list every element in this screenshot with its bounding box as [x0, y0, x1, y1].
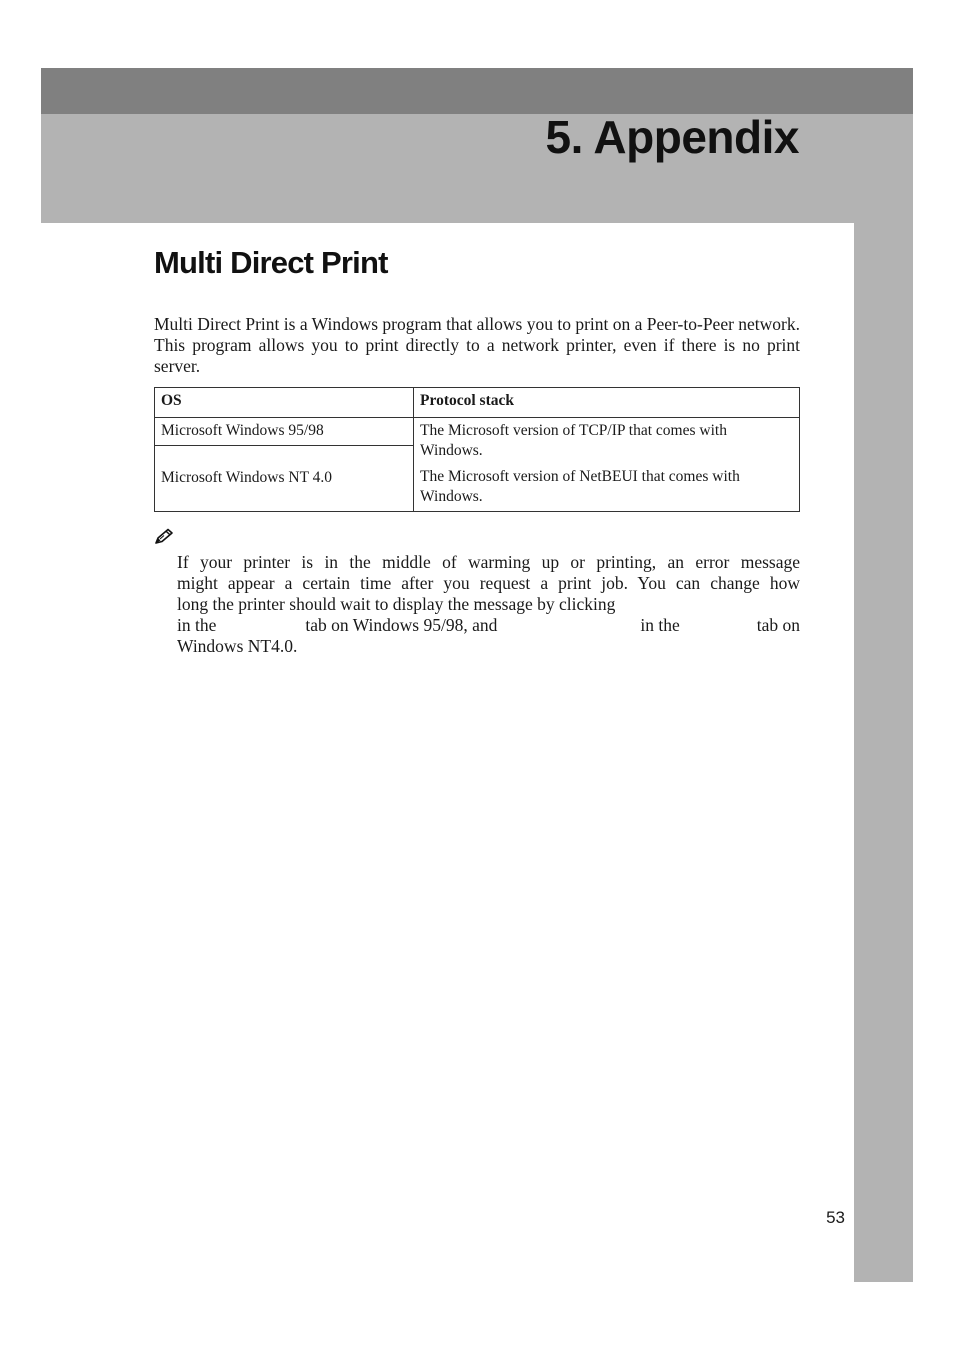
note-fragment: tab on [756, 615, 801, 635]
table-row [155, 418, 800, 446]
note-line-composite [177, 615, 800, 636]
os-cell: Microsoft Windows NT 4.0 [155, 446, 414, 512]
protocol-text: The Microsoft version of NetBEUI that comes with Windows. [420, 468, 740, 505]
note-fragment: in the [640, 615, 680, 635]
header-os: OS [155, 388, 414, 418]
note-line: Windows NT4.0. [177, 636, 298, 656]
note-fragment: in the [177, 615, 217, 635]
note-line: long the printer should wait to display the message by clicking [177, 594, 616, 614]
page-number: 53 [826, 1208, 845, 1227]
intro-paragraph: Multi Direct Print is a Windows program that allows you to print on a Peer-to-Peer network. This program allows you to print directly to a network printer, even if there is no print server. [154, 314, 801, 376]
os-cell: Microsoft Windows 95/98 [155, 418, 414, 446]
header-band-dark [41, 68, 913, 114]
note-line: might appear a certain time after you request a print job. You can change how [177, 573, 800, 593]
note-body [177, 552, 800, 657]
note-line: If your printer is in the middle of warming up or printing, an error message [177, 552, 800, 572]
os-protocol-table [154, 387, 800, 512]
protocol-text: The Microsoft version of TCP/IP that comes with Windows. [420, 422, 727, 459]
side-bar [854, 223, 913, 1282]
section-title: Multi Direct Print [154, 245, 388, 280]
pencil-icon [154, 528, 174, 545]
header-protocol: Protocol stack [414, 388, 800, 418]
table-header-row [155, 388, 800, 418]
protocol-cell [414, 418, 800, 512]
chapter-title: 5. Appendix [545, 111, 799, 163]
note-fragment: tab on Windows 95/98, and [305, 615, 498, 635]
